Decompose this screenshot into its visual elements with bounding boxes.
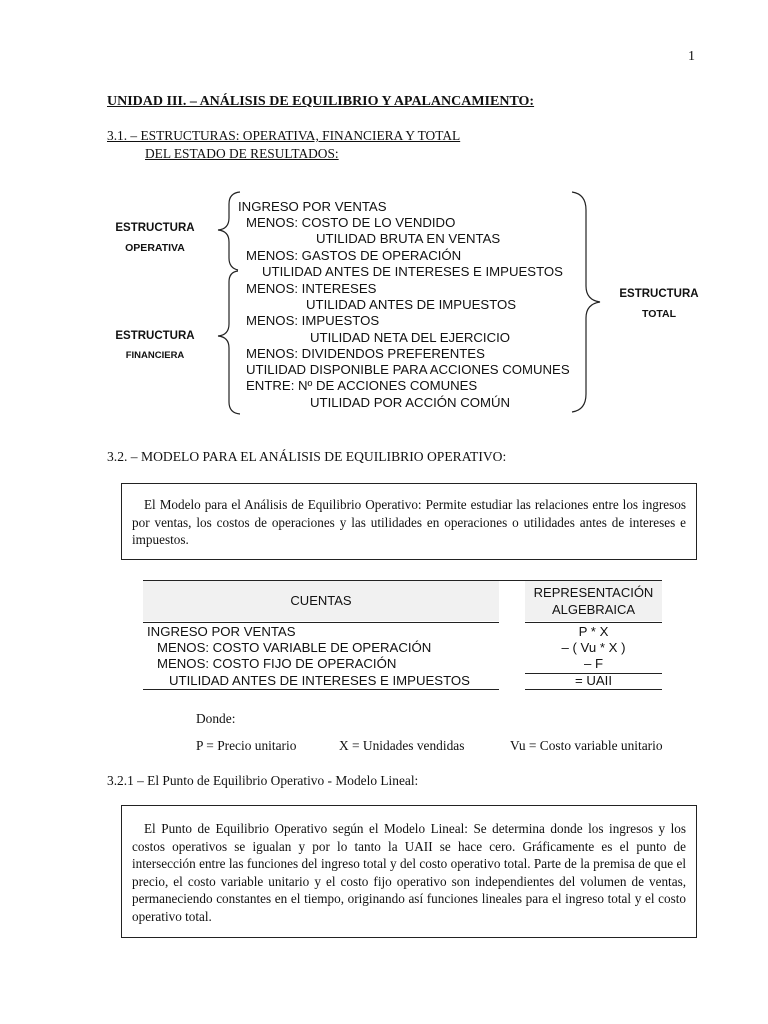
definition-text: El Modelo para el Análisis de Equilibrio Operativo: Permite estudiar las relaciones entre los ingresos por ventas, los costos de operaciones y las utilidades en operaciones o utilidades antes de intereses e impuestos. <box>132 497 686 547</box>
algebraic-table <box>143 580 662 692</box>
struct-line-ingreso-ventas: INGRESO POR VENTAS <box>238 199 387 214</box>
section-3-1-subtitle: DEL ESTADO DE RESULTADOS: <box>145 146 339 161</box>
header-rule-right <box>525 622 662 623</box>
header-rule-left <box>143 622 499 623</box>
struct-line-uai: UTILIDAD ANTES DE IMPUESTOS <box>306 297 517 312</box>
page-number: 1 <box>688 49 695 64</box>
right-brace <box>566 190 606 416</box>
row-rep-uaii: = UAII <box>574 673 612 688</box>
struct-line-utilidad-neta: UTILIDAD NETA DEL EJERCICIO <box>310 330 511 345</box>
struct-line-uaii: UTILIDAD ANTES DE INTERESES E IMPUESTOS <box>262 264 563 279</box>
struct-line-gastos-operacion: MENOS: GASTOS DE OPERACIÓN <box>246 248 462 263</box>
donde-precio: P = Precio unitario <box>196 738 297 753</box>
struct-line-intereses: MENOS: INTERESES <box>246 281 377 296</box>
struct-line-utilidad-disponible: UTILIDAD DISPONIBLE PARA ACCIONES COMUNES <box>246 362 570 377</box>
struct-line-costo-vendido: MENOS: COSTO DE LO VENDIDO <box>246 215 456 230</box>
table-top-rule <box>143 580 662 581</box>
punto-equilibrio-text: El Punto de Equilibrio Operativo según el Modelo Lineal: Se determina donde los ingresos y los costos operativos se igualan y por lo tanto la UAII se hace cero. Gráficamente es el punto de intersección entre las funciones del ingreso total y del costo operativo total. Parte de la premisa de que el precio, el costo variable unitario y el costo fijo operativo son independientes del volumen de ventas, permaneciendo constantes en el tiempo, originando así funciones lineales para el ingreso total y el costo operativo total. <box>132 821 686 924</box>
section-3-1-title: 3.1. – ESTRUCTURAS: OPERATIVA, FINANCIERA Y TOTAL <box>107 128 461 143</box>
definition-box-punto-equilibrio <box>121 805 697 938</box>
label-estructura-financiera: ESTRUCTURA FINANCIERA <box>115 330 195 361</box>
definition-box-equilibrio <box>121 483 697 560</box>
left-braces <box>210 190 250 418</box>
header-representacion: REPRESENTACIÓN ALGEBRAICA <box>533 585 654 617</box>
row-rep-costo-variable: – ( Vu * X ) <box>561 640 626 655</box>
row-cuenta-costo-variable: MENOS: COSTO VARIABLE DE OPERACIÓN <box>157 640 432 655</box>
struct-line-acciones-comunes: ENTRE: Nº DE ACCIONES COMUNES <box>246 378 478 393</box>
row-cuenta-uaii: UTILIDAD ANTES DE INTERESES E IMPUESTOS <box>169 673 470 688</box>
struct-line-upa: UTILIDAD POR ACCIÓN COMÚN <box>310 395 511 410</box>
struct-line-impuestos: MENOS: IMPUESTOS <box>246 313 380 328</box>
section-3-2-1-title: 3.2.1 – El Punto de Equilibrio Operativo - Modelo Lineal: <box>107 773 419 788</box>
struct-line-dividendos: MENOS: DIVIDENDOS PREFERENTES <box>246 346 485 361</box>
row-cuenta-costo-fijo: MENOS: COSTO FIJO DE OPERACIÓN <box>157 656 397 671</box>
label-estructura-operativa: ESTRUCTURA OPERATIVA <box>115 222 195 254</box>
donde-unidades: X = Unidades vendidas <box>339 738 465 753</box>
section-3-2-title: 3.2. – MODELO PARA EL ANÁLISIS DE EQUILIBRIO OPERATIVO: <box>107 449 507 464</box>
header-cuentas: CUENTAS <box>290 593 352 608</box>
struct-line-utilidad-bruta: UTILIDAD BRUTA EN VENTAS <box>316 231 501 246</box>
row-rep-ingreso: P * X <box>578 624 609 639</box>
donde-costo-variable: Vu = Costo variable unitario <box>510 738 663 753</box>
donde-label: Donde: <box>196 711 236 726</box>
label-estructura-total: ESTRUCTURA TOTAL <box>619 288 699 320</box>
unit-heading: UNIDAD III. – ANÁLISIS DE EQUILIBRIO Y APALANCAMIENTO: <box>107 94 535 109</box>
row-rep-costo-fijo: – F <box>583 656 604 671</box>
row-cuenta-ingreso: INGRESO POR VENTAS <box>147 624 296 639</box>
